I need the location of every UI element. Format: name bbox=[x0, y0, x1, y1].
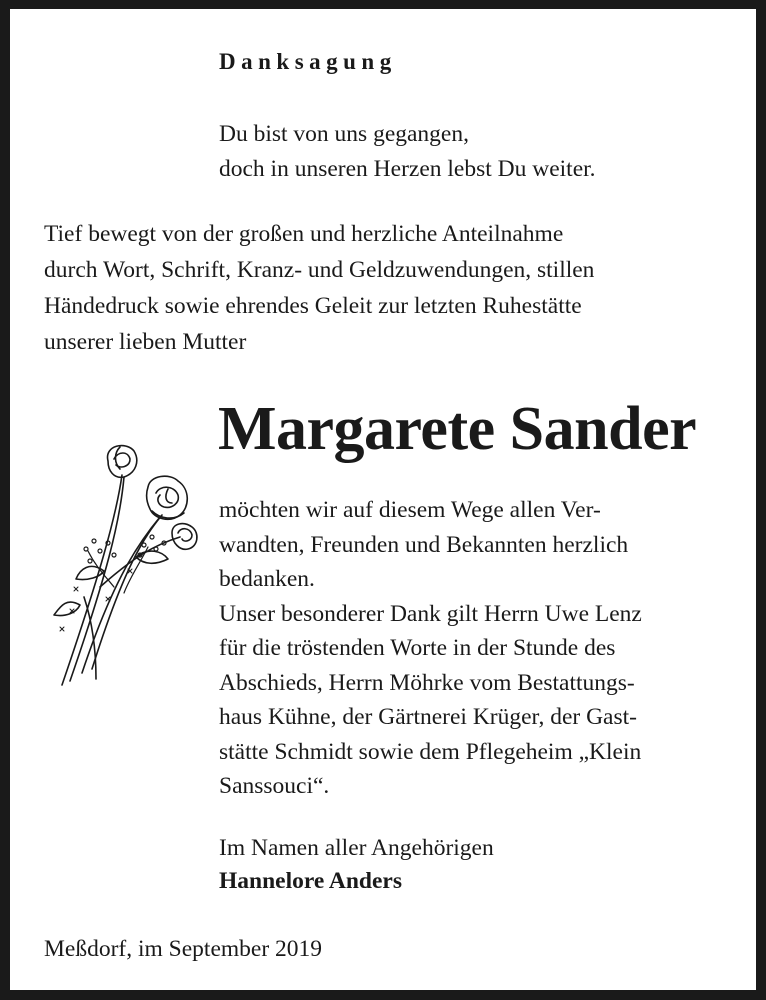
notice-heading: Danksagung bbox=[219, 49, 397, 74]
body-line: stätte Schmidt sowie dem Pflegeheim „Klein bbox=[219, 738, 642, 765]
body-line: bedanken. bbox=[219, 566, 315, 592]
signer-name: Hannelore Anders bbox=[219, 868, 403, 894]
body-line: Unser besonderer Dank gilt Herrn Uwe Lenz bbox=[219, 600, 642, 627]
motto-quote bbox=[219, 117, 596, 187]
motto-line: doch in unseren Herzen lebst Du weiter. bbox=[219, 156, 596, 182]
deceased-name: Margarete Sander bbox=[218, 395, 697, 463]
intro-line: durch Wort, Schrift, Kranz- und Geldzuwendungen, stillen bbox=[44, 257, 595, 283]
special-thanks-paragraph bbox=[219, 597, 740, 804]
intro-line: Händedruck sowie ehrendes Geleit zur letzten Ruhestätte bbox=[44, 293, 582, 319]
intro-paragraph bbox=[44, 216, 740, 360]
thanks-paragraph bbox=[219, 493, 740, 597]
place-date: Meßdorf, im September 2019 bbox=[44, 936, 323, 962]
signature-preface: Im Namen aller Angehörigen bbox=[219, 835, 494, 861]
body-line: wandten, Freunden und Bekannten herzlich bbox=[219, 531, 629, 558]
body-line: Abschieds, Herrn Möhrke vom Bestattungs- bbox=[219, 669, 635, 696]
thanks-body bbox=[219, 493, 740, 804]
body-line: möchten wir auf diesem Wege allen Ver- bbox=[219, 497, 601, 523]
body-line: haus Kühne, der Gärtnerei Krüger, der Gast- bbox=[219, 704, 637, 730]
body-line: für die tröstenden Worte in der Stunde des bbox=[219, 635, 616, 661]
intro-line: unserer lieben Mutter bbox=[44, 329, 247, 355]
roses-illustration-icon bbox=[44, 437, 204, 687]
motto-line: Du bist von uns gegangen, bbox=[219, 121, 469, 147]
intro-line: Tief bewegt von der großen und herzliche Anteilnahme bbox=[44, 221, 564, 247]
signature-block bbox=[219, 832, 494, 898]
body-line: Sanssouci“. bbox=[219, 773, 330, 799]
